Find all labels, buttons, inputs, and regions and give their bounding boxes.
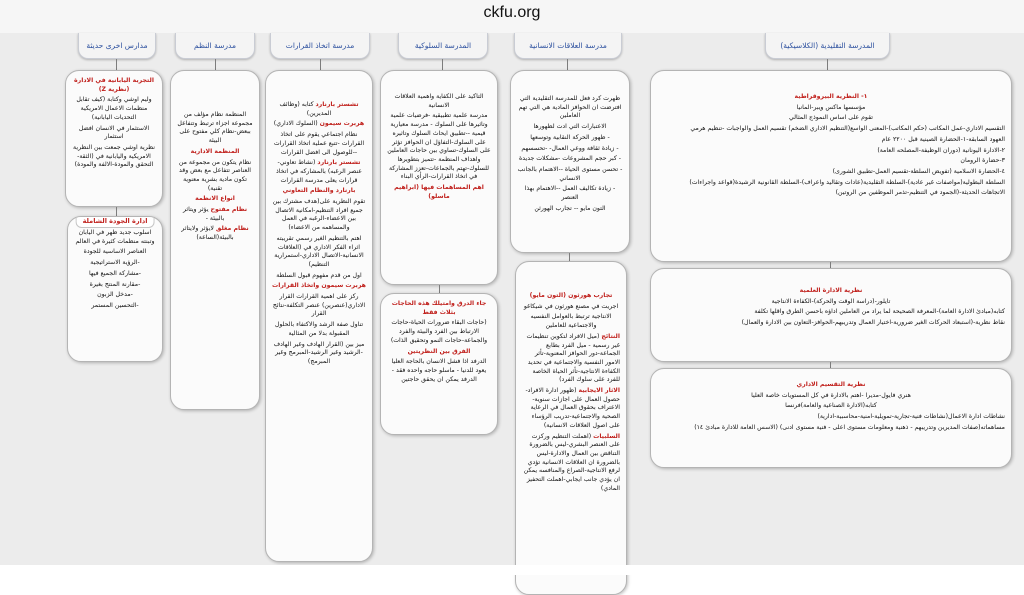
japanese-theory-title: التجربة اليابانية في الادارة (نظرية Z)	[74, 77, 154, 93]
tqm-item-3: -مقارنة المنتج بغيرة	[89, 280, 141, 288]
connector-alderfer	[439, 285, 440, 293]
alderfer-needs: (حاجات البقاء ضرورات الحياة-حاجات الارتباط بين الفرد والبيئة والفرد والجماعة-حاجات النمو وتحقيق الذات)	[390, 319, 488, 344]
box-systems-school	[170, 70, 260, 410]
box-alderfer	[380, 293, 498, 435]
header-systems-school: مدرسة النظم	[175, 33, 255, 59]
box-japanese-management	[65, 70, 163, 207]
positive-label: الاثار الايجابية	[578, 387, 620, 395]
difference-text: الدرفد اذا فشل الانسان بالحاجة العليا يعود للدنيا - ماسلو حاجه واحده فقد - الدرفد يمكن ان يحقق حاجتين	[391, 358, 487, 383]
hawthorne-location: اجريت في مصنع هورثون في شيكاغو	[523, 302, 619, 310]
human-reason-2: - زيادة ثقافة ووعي العمال- -تحسسهم	[521, 144, 619, 152]
fayol-contributions: مساهماته(صفات المديرين وتدريبهم - ذهنية ومعلومات مستوى اعلى - فنية مستوى ادنى) (الاسس العامة للادارة مبادئ ١٤)	[694, 423, 1005, 431]
box-admin-division	[650, 368, 1012, 468]
alderfer-title: جاء الدرق وامتيلك هذه الحاجات بثلاث فقط	[391, 300, 487, 316]
authority-acceptance: اول من قدم مفهوم قبول السلطة	[276, 271, 362, 279]
bureaucracy-division: التقسيم الاداري-عمل المكاتب (حكم المكاتب)-المعنى الواسع(التنظيم الاداري الضخم) تقسيم العمل والواجبات -تنظيم هرمي	[690, 125, 1005, 133]
invest-in-people-text: الاستثمار في الانسان افضل استثمار	[78, 124, 150, 141]
box-human-relations	[510, 70, 630, 253]
human-reason-3: - كبر حجم المشروعات -مشكلات جديدة	[518, 155, 622, 163]
results-text: (ميل الافراد لتكوين تنظيمات غير رسمية - ميل الفرد بطابع الجماعة-دور الحوافز المعنوية-تأثر الامور النفسية والاجتماعية في تحديد الكفاءة الانتاجية-تأثر الحياة الخاصة للفرد على سلوك الفرد)	[526, 332, 620, 384]
human-reasons-title: الاعتبارات التي ادت لظهورها	[533, 123, 607, 131]
barnard-coop-title: بارنارد والنظام التعاوني	[282, 187, 356, 195]
human-reason-4: - تحسن مستوى الحياة --الاهتمام بالجانب الانساني	[517, 165, 623, 182]
simon-label-1: هربرت سيمون	[319, 120, 365, 128]
tqm-item-2: -مشاركة الجميع فيها	[88, 269, 142, 277]
maslow-title: اهم المساهمات فيها (ابراهيم ماسلو)	[394, 184, 484, 200]
taylor-points: نقاط نظرية-(استبعاد الحركات الغير ضرورية-اختيار العمال وتدريبهم-الحوافز-التعاون بين الادارة والعمال)	[741, 319, 1005, 327]
admin-org-title: المنظمة الادارية	[190, 147, 240, 155]
box-scientific-management	[650, 268, 1012, 362]
history-3: ٣-حضارة الرومان	[960, 157, 1005, 165]
header-decision-school: مدرسة اتخاذ القرارات	[270, 33, 370, 59]
positive-text: (ظهور ادارة الافراد-حصول العمال على اجازات سنوية-الاعتراف بحقوق العمال في الرعاية الصحية والاجتماعية-تدريب الرؤساء على اصول العلاقات الانسانية)	[525, 387, 620, 429]
fayol-text: هنري فايول-مديرا -اهتم بالادارة في كل المستويات خاصة العليا	[751, 391, 911, 399]
hawthorne-productivity: الانتاجية ترتبط بالعوامل النفسيه والاجتماعية للعاملين	[530, 313, 612, 330]
fayol-activities: نشاطات ادارة الاعمال(نشاطات فنية-تجارية-تمويلية-امنية-محاسبية-ادارية)	[817, 413, 1005, 421]
simon-decision-text: ركز على اهمية القرارات القرار الاداري(عنصرين) عنصر التكلفة-نتائج القرار	[272, 293, 366, 318]
header-other-schools: مدارس اخرى حديثة	[78, 33, 156, 59]
barnard-book: كتابه (وظائف المديرين)	[279, 101, 332, 117]
connector-behavioral	[442, 59, 443, 70]
taylor-text: تايلور-(دراسة الوقت والحركة)-الكفاءة الانتاجية	[771, 297, 891, 305]
difference-title: الفرق بين النظريتين	[407, 347, 471, 355]
hawthorne-mention: التون مايو -- تجارب الهورثن	[534, 204, 606, 212]
closed-system-label: نظام مغلق	[215, 225, 249, 233]
box-bureaucracy	[650, 70, 1012, 262]
connector-classical	[827, 59, 828, 70]
box-total-quality	[67, 216, 163, 362]
ouchi-theory-text: نظرية اوشي جمعت بين النظرية الامريكية واليابانية في (الثقة-التحقق والمودة-الالفة والمودة)	[73, 143, 155, 169]
fayol-book: كتابه(الادارة الصناعية والعامة)فرنسا	[785, 402, 877, 410]
admin-org-text: نظام يتكون من مجموعة من العناصر تتفاعل مع بعض وقد تكون مادية بشرية معنوية تقنية)	[178, 158, 252, 192]
open-system-label: نظام مفتوح	[210, 206, 248, 214]
box-decision-school	[265, 70, 373, 562]
site-address: ckfu.org	[483, 4, 541, 21]
system-types-title: انواع الانظمة	[195, 195, 235, 203]
connector-other	[116, 59, 117, 70]
tqm-item-5: -التحسين المستمر	[91, 301, 139, 309]
tqm-tag: ادارة الجودة الشاملة	[76, 216, 155, 228]
box-behavioral-school	[380, 70, 498, 285]
simon-decision-title: هربرت سيمون واتخاذ القرارات	[272, 282, 366, 290]
bureaucracy-ideal: تقوم على اساس النموذج المثالي	[789, 114, 873, 122]
barnard-coop-text: تقوم النظرية على(هدف مشترك بين جميع افراد التنظيم-امكانية الاتصال بين الاعضاء-الرغبه في العمل والمساهمه من الاعضاء)	[272, 198, 366, 232]
closed-system-text: لايؤثر ولايتاثر بالبيئة(الساعة)	[181, 225, 234, 242]
box-hawthorne	[515, 261, 627, 595]
behavioral-features: مدرسة علمية تطبيقية -فرضيات علمية وتاثيرها على السلوك - مدرسة معيارية قيمية --تطبيق ايحاث السلوك وتاثيره على السلوك-التفاؤل ان الحوافز تؤثر على السلوك-تساوي بين حاجات العاملين واهداف المنظمة -تتميز بتطويرها للسلوك-تهتم بالجماعات-تعزز المشاركة في اتخاذ القرارات-الرأي البناء	[387, 112, 491, 181]
connector-decision	[320, 59, 321, 70]
ouchi-book-text: وليم اوشي وكتابة (كيف تقابل منظمات الاعمال الامريكية التحديات اليابانية)	[76, 96, 152, 121]
barnard-label-1: تشستر بارنارد	[315, 101, 359, 108]
barnard-label-2: تشستر بارنارد	[317, 159, 361, 167]
history-2: ٢-الادارة اليونانية (دوران الوظيفة-المصلحه العامة)	[877, 146, 1005, 154]
connector-systems	[215, 59, 216, 70]
human-reason-5: - زيادة تكاليف العمل --الاهتمام بهذا العنصر	[524, 185, 616, 202]
connector-hawthorne	[569, 253, 570, 261]
connector-tqm	[116, 207, 117, 216]
results-label: النتائج	[601, 332, 620, 340]
history-4: ٤-الحضارة الاسلامية (تفويض السلطة-تقسيم العمل-تطبيق الشورى)	[832, 167, 1005, 175]
modern-trends: الاتجاهات الحديثة-(الجمود في التنظيم-تذمر الموظفين من الروتين)	[835, 189, 1005, 197]
human-origin: ظهرت كرد فعل للمدرسة التقليدية التي افترضت ان الحوافز المادية هي التي تهم العاملين	[518, 95, 622, 120]
bottom-strip	[0, 565, 1024, 575]
history-1: العهود السابقة-١-الحضارة الصينية قبل ٢٢٠٠ عام	[881, 135, 1005, 143]
bureaucracy-title: ١- النظرية البيروقراطية	[794, 93, 868, 100]
header-human-relations-school: مدرسة العلاقات الانسانية	[514, 33, 622, 59]
human-reason-1: - ظهور الحركة النقابية وتوسعها	[530, 133, 610, 141]
open-system-text: يؤثر ويتاثر بالبيئة -	[182, 206, 225, 222]
tqm-intro: اسلوب جديد ظهر في اليابان وتبنته منظمات كثيرة في العالم	[75, 229, 155, 245]
fayol-title: نظرية التقسيم الاداري	[796, 381, 866, 388]
tqm-item-4: -مدخل الزبون	[97, 291, 133, 299]
negative-text: (اهملت التنظيم وركزت على العنصر البشري-ليس بالضرورة التناقض بين العمال والادارة-ليس بالضرورة ان العلاقات الانسانية تؤدي لرفع الانتاجية-الصراع والمنافسه يمكن ان يؤدي جانب ايجابي-اهملت التحفيز المادي)	[523, 432, 620, 492]
systems-definition: المنظمة نظام مؤلف من مجموعة اجزاء ترتبط وتتفاعل ببعض-نظام كلي مفتوح على البيئة	[177, 111, 253, 145]
header-classical-school: المدرسة التقليدية (الكلاسيكية)	[765, 33, 890, 59]
connector-human	[567, 59, 568, 70]
tqm-elements-title: العناصر الاساسية للجودة	[83, 248, 147, 256]
informal-org-text: اهتم بالتنظيم الغير رسمي تقريبته اثراء الفكر الاداري في (العلاقات الانسانية-الاتصال الاداري-استمرارية التنظيم)	[274, 234, 364, 268]
authority-types: السلطة البطولية(مواصفات غير عادية)-السلطة التقليدية(عادات وتقاليد واعراف)-السلطة القانونية الرشيدة(قواعد واجراءات)	[689, 178, 1005, 186]
behavioral-focus: التاكيد على الكفاية واهمية العلاقات الانسانية	[394, 93, 484, 109]
barnard-activity: (نشاط تعاوني-عنصر الرغبه) بالمشاركه في اتخاذ قرارات يعلى مدرسة القرارات	[276, 159, 362, 184]
simon-book: (السلوك الاداري)	[273, 120, 318, 128]
browser-top-bar	[0, 0, 1024, 33]
tqm-item-1: -الرؤية الاستراتيجية	[90, 259, 140, 267]
taylor-book: كتابه(مبادئ الادارة العامة)-المعرفة الصحيحة لما يراد من العاملين اداؤه باحسن الطرق واقلها تكلفة	[754, 308, 1005, 316]
negative-label: السلبيات	[593, 432, 620, 440]
bureaucracy-founder: مؤسسها ماكس ويبر-المانيا	[796, 103, 866, 111]
scientific-title: نظرية الادارة العلمية	[799, 287, 863, 294]
diagram-page	[0, 33, 1024, 575]
decision-types-text: ميز بين (القرار الهادف وغير الهادف -الرشيد وغير الرشيد-المبرمج وغير المبرمج)	[273, 340, 365, 365]
header-behavioral-school: المدرسة السلوكية	[398, 33, 488, 59]
hawthorne-title: تجارب هورثون (التون مايو)	[529, 292, 613, 299]
rationality-text: تناول صفة الرشد والاكتفاء بالحلول المقبولة بدلا من المثالية	[274, 321, 364, 337]
decision-system-text: نظام اجتماعي يقوم على اتخاذ القرارات -تتبع عملية اتخاذ القرارات --للوصول الى افضل القرارات	[273, 131, 365, 156]
